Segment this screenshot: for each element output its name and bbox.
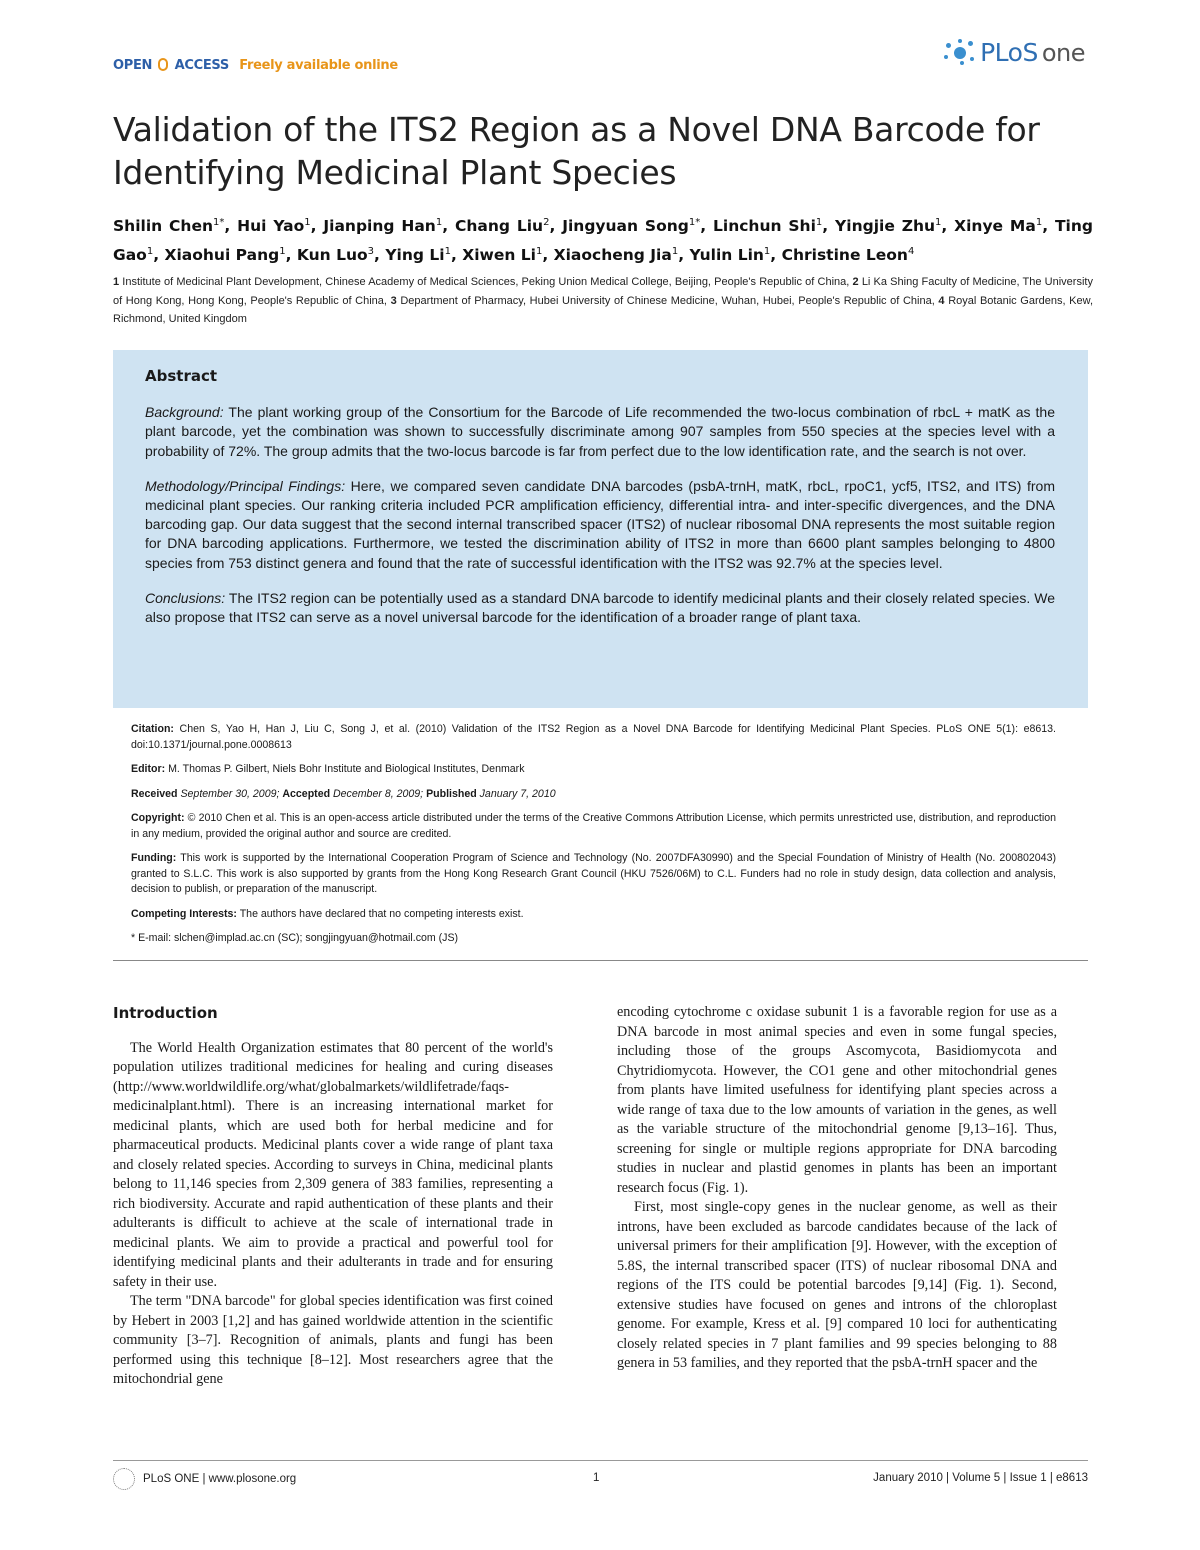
- author-affiliation-marker: 1: [535, 246, 543, 258]
- freely-available-label: Freely available online: [239, 58, 398, 73]
- accepted-text: December 8, 2009;: [330, 787, 427, 800]
- issue-info: January 2010 | Volume 5 | Issue 1 | e8613: [873, 1472, 1088, 1484]
- author-affiliation-marker: 3: [367, 246, 375, 258]
- footer-divider: [113, 1460, 1088, 1461]
- dates: [131, 787, 1056, 803]
- published-text: January 7, 2010: [476, 787, 556, 800]
- intro-paragraph-2: The term "DNA barcode" for global species identification was first coined by Hebert in 2003 [1,2] and has gained worldwide attention in the scientific community [3–7]. Recognition of animals, plants and fungi has been performed using this technique [8–12]. Most researchers agree that the mitochondrial gene: [113, 1293, 553, 1387]
- affiliation-number: 1: [113, 276, 123, 288]
- author-affiliation-marker: 1: [815, 217, 823, 228]
- intro-paragraph-3: encoding cytochrome c oxidase subunit 1 is a favorable region for use as a DNA barcode in most animal species and even in some fungal species, including those of the groups Ascomycota, Basidiomycota and Chytridiomycota. However, the CO1 gene and other mitochondrial genes from plants have limited usefulness for identifying plant species across a wide range of taxa due to the low amounts of variation in the genes, as well as the variable structure of the mitochondrial genome [9,13–16]. Thus, screening for single or multiple regions appropriate for DNA barcoding studies in nuclear and plastid genomes in plants has been an important research focus (Fig. 1).: [617, 1004, 1057, 1196]
- open-access-lock-icon: [158, 58, 168, 71]
- editor: [131, 762, 1056, 778]
- funding-text: This work is supported by the International Cooperation Program of Science and Technology (No. 2007DFA30990) and the Special Foundation of Ministry of Health (No. 200802043) granted to S.L.C. This work is also supported by grants from the Hong Kong Research Grant Council (HKU 7526/06M) to C.L. Funders had no role in study design, data collection and analysis, decision to publish, or preparation of the manuscript.: [131, 852, 1056, 895]
- author-name: Kun Luo: [296, 246, 368, 265]
- background-label: Background:: [145, 404, 224, 421]
- editor-text: M. Thomas P. Gilbert, Niels Bohr Institute and Biological Institutes, Denmark: [165, 763, 525, 775]
- conclusions-label: Conclusions:: [145, 589, 226, 606]
- author-name: Linchun Shi: [713, 217, 816, 236]
- editor-label: Editor:: [131, 763, 166, 775]
- page-number: 1: [593, 1472, 600, 1484]
- copyright-text: © 2010 Chen et al. This is an open-access article distributed under the terms of the Creative Commons Attribution License, which permits unrestricted use, distribution, and reproduction in any medium, provided the original author and source are credited.: [131, 812, 1056, 840]
- funding-label: Funding:: [131, 852, 177, 864]
- received-label: Received: [131, 787, 178, 800]
- introduction-heading: Introduction: [113, 1004, 218, 1022]
- methods-text: Here, we compared seven candidate DNA barcodes (psbA-trnH, matK, rbcL, rpoC1, ycf5, ITS2, and ITS) from medicinal plant species. Our ranking criteria included PCR amplification efficiency, differential intra- and inter-specific divergences, and the DNA barcoding gap. Our data suggest that the second internal transcribed spacer (ITS2) of nuclear ribosomal DNA represents the most suitable region for DNA barcoding applications. Furthermore, we tested the discrimination ability of ITS2 in more than 6600 plant samples belonging to 4800 species from 753 distinct genera and found that the rate of successful identification with the ITS2 was 92.7% at the species level.: [145, 477, 1055, 571]
- left-column: [113, 1003, 553, 1390]
- copyright-label: Copyright:: [131, 812, 185, 824]
- author-name: Jingyuan Song: [562, 217, 689, 236]
- author-name: Christine Leon: [781, 246, 908, 265]
- author-affiliation-marker: 1*: [688, 217, 701, 228]
- author-affiliation-marker: 1: [1035, 217, 1043, 228]
- affiliation-number: 2: [852, 276, 862, 288]
- competing-label: Competing Interests:: [131, 907, 237, 920]
- competing-text: The authors have declared that no competing interests exist.: [236, 907, 524, 920]
- author-affiliation-marker: 1: [444, 246, 451, 258]
- author-name: Ying Li: [385, 246, 445, 265]
- author-affiliation-marker: 1: [935, 217, 942, 228]
- abstract-box: [113, 350, 1088, 708]
- intro-paragraph-4: First, most single-copy genes in the nuclear genome, as well as their introns, have been excluded as barcode candidates because of the lack of universal primers for their amplification [9]. However, with the exception of 5.8S, the internal transcribed spacer (ITS) of nuclear ribosomal DNA and regions of the ITS could be potential barcodes [9,14] (Fig. 1). Second, extensive studies have focused on genes and introns of the chloroplast genome. For example, Kress et al. [9] compared 10 loci for authenticating closely related species in 7 plant families and 99 species belonging to 88 genera in 53 families, and they reported that the psbA-trnH spacer and the: [617, 1199, 1057, 1371]
- funding: [131, 851, 1056, 898]
- accepted-label: Accepted: [282, 787, 331, 800]
- plos-one-logo: [944, 38, 1085, 67]
- footer-journal-link[interactable]: PLoS ONE | www.plosone.org: [143, 1473, 297, 1485]
- author-list: Shilin Chen$^{1*}$, Hui Yao$^1$, Jianping Han$^1$, Chang Liu$^2$, Jingyuan Song$^{1*}$, Linchun Shi$^1$, Yingjie Zhu$^1$, Xinye Ma$^1$, Ting Gao$^1$, Xiaohui Pang$^1$, Kun Luo$^3$, Ying Li$^1$, Xiwen Li$^1$, Xiaocheng Jia$^1$, Yulin Lin$^1$, Christine Leon$^4$: [113, 217, 1093, 265]
- author-name: Xiwen Li: [462, 246, 536, 265]
- abstract-conclusions: [145, 589, 1055, 627]
- author-affiliation-marker: 1: [146, 246, 154, 258]
- article-title: Validation of the ITS2 Region as a Novel DNA Barcode for Identifying Medicinal Plant Species: [113, 110, 1040, 192]
- access-label: ACCESS: [174, 58, 229, 73]
- affiliation-text: Li Ka Shing Faculty of Medicine, The University of Hong Kong, Hong Kong, People's Republic of China,: [113, 276, 1093, 307]
- article-metadata: [131, 722, 1056, 956]
- affiliation-text: Royal Botanic Gardens, Kew, Richmond, United Kingdom: [113, 294, 1093, 325]
- background-text: The plant working group of the Consortium for the Barcode of Life recommended the two-locus combination of rbcL + matK as the plant barcode, yet the combination was shown to successfully discriminate among 907 samples from 550 species at the species level with a probability of 72%. The group admits that the two-locus barcode is far from perfect due to the low identification rate, and the search is not over.: [145, 404, 1055, 459]
- author-name: Jianping Han: [323, 217, 436, 236]
- logo-one-text: one: [1041, 39, 1085, 67]
- methods-label: Methodology/Principal Findings:: [145, 477, 346, 494]
- open-access-banner: [113, 58, 398, 73]
- intro-paragraph-1: The World Health Organization estimates that 80 percent of the world's population utilizes traditional medicines for healing and curing diseases (http://www.worldwildlife.org/what/globalmarkets/wildlifetrade/faqs-medicinalplant.html). There is an increasing international market for medicinal plants, which are used both for herbal medicine and for pharmaceutical products. Medicinal plants cover a wide range of plant taxa and closely related species. According to surveys in China, medicinal plants belong to 11,146 species from 2,309 genera of 383 families, representing a rich biodiversity. Accurate and rapid authentication of these plants and their adulterants is difficult to achieve at the scale of international trade in medicinal plants. We aim to provide a practical and powerful tool for identifying medicinal plants and their adulterants in trade and for ensuring safety in their use.: [113, 1039, 553, 1290]
- abstract-methods: [145, 477, 1055, 573]
- author-name: Shilin Chen: [113, 217, 213, 236]
- published-label: Published: [426, 787, 477, 800]
- affiliation-list: [113, 273, 1093, 329]
- author-name: Xinye Ma: [954, 217, 1036, 236]
- author-name: Yingjie Zhu: [835, 217, 936, 236]
- competing-interests: [131, 907, 1056, 923]
- author-name: Hui Yao: [237, 217, 305, 236]
- author-name: Ting Gao: [113, 217, 1093, 265]
- author-affiliation-marker: 1: [435, 217, 443, 228]
- citation-label: Citation:: [131, 723, 174, 735]
- page-footer: [113, 1466, 1088, 1492]
- author-affiliation-marker: 1: [763, 246, 771, 258]
- plos-wordmark: [980, 38, 1085, 67]
- logo-plos-text: PLoS: [980, 38, 1038, 67]
- affiliation-text: Department of Pharmacy, Hubei University of Chinese Medicine, Wuhan, Hubei, People's Republic of China,: [400, 294, 939, 307]
- author-affiliation-marker: 1: [304, 217, 311, 228]
- affiliation-number: 3: [390, 294, 401, 307]
- conclusions-text: The ITS2 region can be potentially used as a standard DNA barcode to identify medicinal plants and their closely related species. We also propose that ITS2 can serve as a novel universal barcode for the identification of a broader range of plant taxa.: [145, 589, 1055, 626]
- metadata-divider: [113, 960, 1088, 961]
- author-affiliation-marker: 4: [907, 246, 915, 258]
- right-column: [617, 1003, 1057, 1374]
- author-name: Chang Liu: [454, 217, 544, 236]
- author-affiliation-marker: 1: [279, 246, 286, 258]
- author-affiliation-marker: 1*: [213, 217, 225, 228]
- author-name: Xiaocheng Jia: [553, 246, 672, 265]
- citation: [131, 722, 1056, 753]
- author-affiliation-marker: 2: [543, 217, 550, 228]
- author-name: Yulin Lin: [689, 246, 764, 265]
- copyright: [131, 811, 1056, 842]
- open-label: OPEN: [113, 58, 153, 73]
- plos-footer-logo-icon: [113, 1468, 135, 1490]
- author-name: Xiaohui Pang: [164, 246, 280, 265]
- abstract-heading: Abstract: [145, 367, 218, 385]
- affiliation-text: Institute of Medicinal Plant Development, Chinese Academy of Medical Sciences, Peking Union Medical College, Beijing, People's Republic of China,: [122, 276, 853, 288]
- author-affiliation-marker: 1: [671, 246, 679, 258]
- affiliation-number: 4: [938, 294, 949, 307]
- received-text: September 30, 2009;: [177, 787, 283, 800]
- plos-dots-icon: [944, 39, 976, 67]
- citation-text: Chen S, Yao H, Han J, Liu C, Song J, et al. (2010) Validation of the ITS2 Region as a Novel DNA Barcode for Identifying Medicinal Plant Species. PLoS ONE 5(1): e8613. doi:10.1371/journal.pone.0008613: [131, 723, 1056, 751]
- corresponding-email: * E-mail: slchen@implad.ac.cn (SC); songjingyuan@hotmail.com (JS): [131, 932, 459, 944]
- abstract-background: [145, 403, 1055, 461]
